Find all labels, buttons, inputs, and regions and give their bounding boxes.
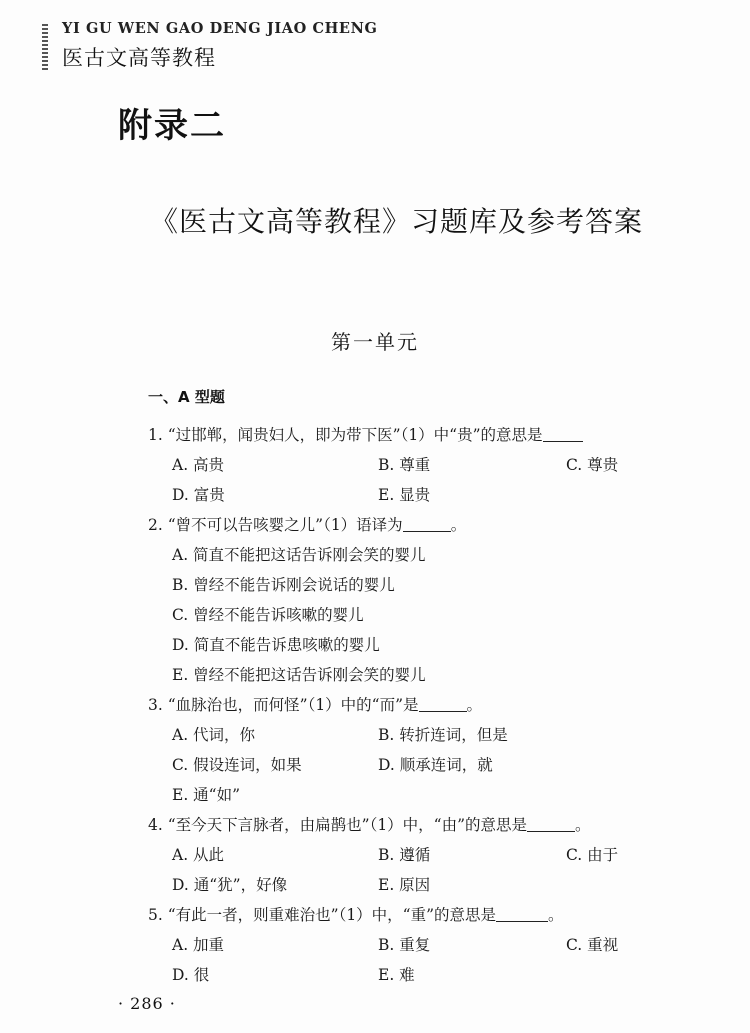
question-stem-end: 。: [450, 516, 467, 534]
option-row: [172, 450, 708, 480]
answer-option: A. 简直不能把这话告诉刚会笑的婴儿: [172, 546, 426, 564]
option-row: [172, 600, 708, 630]
option-list: [148, 450, 708, 510]
answer-option: A. 从此: [172, 846, 225, 864]
section-heading: 一、A 型题: [148, 388, 225, 406]
question-stem: [148, 420, 708, 450]
option-row: [172, 930, 708, 960]
option-list: [148, 840, 708, 900]
answer-blank: [403, 513, 451, 532]
question-stem: [148, 900, 708, 930]
answer-option: B. 重复: [378, 936, 431, 954]
question-stem: [148, 690, 708, 720]
answer-option: D. 富贵: [172, 486, 225, 504]
answer-option: B. 尊重: [378, 456, 431, 474]
answer-option: A. 高贵: [172, 456, 225, 474]
question-item: [148, 900, 708, 990]
answer-option: E. 显贵: [378, 486, 431, 504]
answer-option: E. 难: [378, 966, 415, 984]
answer-option: C. 假设连词，如果: [172, 756, 302, 774]
answer-option: B. 转折连词，但是: [378, 726, 508, 744]
question-stem: [148, 510, 708, 540]
option-row: [172, 660, 708, 690]
question-stem: [148, 810, 708, 840]
answer-option: A. 加重: [172, 936, 225, 954]
answer-blank: [496, 903, 548, 922]
answer-option: D. 顺承连词，就: [378, 756, 493, 774]
question-item: [148, 810, 708, 900]
question-stem-end: 。: [575, 816, 591, 834]
option-row: [172, 780, 708, 810]
answer-blank: [419, 693, 467, 712]
question-stem-text: 5. “有此一者，则重难治也”（1）中，“重”的意思是: [148, 906, 497, 924]
option-row: [172, 630, 708, 660]
answer-option: D. 简直不能告诉患咳嗽的婴儿: [172, 636, 380, 654]
answer-option: C. 重视: [566, 936, 619, 954]
question-stem-text: 2. “曾不可以告咳婴之儿”（1）语译为: [148, 516, 403, 534]
question-stem-text: 3. “血脉治也，而何怪”（1）中的“而”是: [148, 696, 419, 714]
option-row: [172, 840, 708, 870]
option-list: [148, 930, 708, 990]
answer-blank: [543, 423, 583, 442]
option-list: [148, 540, 708, 690]
question-stem-text: 1. “过邯郸，闻贵妇人，即为带下医”（1）中“贵”的意思是: [148, 426, 543, 444]
answer-option: E. 曾经不能把这话告诉刚会笑的婴儿: [172, 666, 426, 684]
answer-option: C. 曾经不能告诉咳嗽的婴儿: [172, 606, 364, 624]
option-list: [148, 720, 708, 810]
answer-option: E. 原因: [378, 876, 431, 894]
answer-option: A. 代词，你: [172, 726, 256, 744]
option-row: [172, 960, 708, 990]
page-number: · 286 ·: [118, 994, 176, 1013]
answer-blank: [527, 813, 575, 832]
question-stem-end: 。: [466, 696, 483, 714]
option-row: [172, 540, 708, 570]
answer-option: D. 很: [172, 966, 210, 984]
answer-option: B. 遵循: [378, 846, 431, 864]
question-list: [148, 420, 708, 990]
answer-option: E. 通“如”: [172, 786, 241, 804]
answer-option: D. 通“犹”，好像: [172, 876, 288, 894]
option-row: [172, 870, 708, 900]
answer-option: C. 由于: [566, 846, 619, 864]
question-item: [148, 690, 708, 810]
answer-option: C. 尊贵: [566, 456, 619, 474]
question-stem-end: 。: [548, 906, 564, 924]
unit-title: 第一单元: [331, 330, 419, 354]
option-row: [172, 480, 708, 510]
option-row: [172, 570, 708, 600]
header-side-bar: [42, 24, 48, 72]
appendix-title: 附录二: [118, 106, 226, 146]
question-stem-text: 4. “至今天下言脉者，由扁鹊也”（1）中，“由”的意思是: [148, 816, 528, 834]
option-row: [172, 720, 708, 750]
answer-option: B. 曾经不能告诉刚会说话的婴儿: [172, 576, 395, 594]
series-pinyin: YI GU WEN GAO DENG JIAO CHENG: [62, 20, 378, 37]
series-title: 医古文高等教程: [62, 46, 216, 70]
question-item: [148, 510, 708, 690]
book-title: 《医古文高等教程》习题库及参考答案: [150, 205, 644, 238]
option-row: [172, 750, 708, 780]
question-item: [148, 420, 708, 510]
